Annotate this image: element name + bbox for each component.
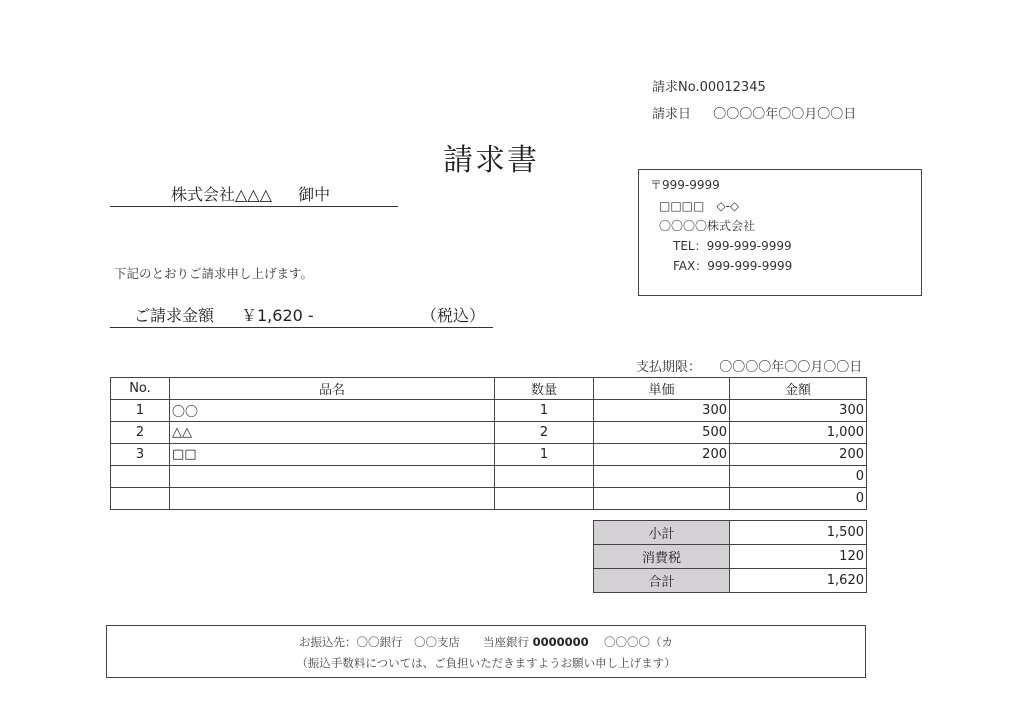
cell-unit-price: 300 bbox=[594, 400, 730, 422]
invoice-date-value: 〇〇〇〇年〇〇月〇〇日 bbox=[713, 107, 857, 122]
client-name: 株式会社△△△ bbox=[171, 185, 272, 204]
due-date bbox=[636, 356, 862, 375]
sender-company: 〇〇〇〇株式会社 bbox=[659, 219, 756, 233]
document-title: 請求書 bbox=[443, 143, 539, 178]
cell-qty: 2 bbox=[495, 422, 594, 444]
header-no: No. bbox=[111, 378, 170, 400]
cell-qty bbox=[495, 488, 594, 510]
tax-value: 120 bbox=[730, 545, 867, 569]
sender-fax: FAX：999-999-9999 bbox=[673, 259, 793, 273]
cell-no: 2 bbox=[111, 422, 170, 444]
sender-tel: TEL：999-999-9999 bbox=[673, 239, 792, 253]
header-qty: 数量 bbox=[495, 378, 594, 400]
client-underline bbox=[110, 206, 398, 207]
bank-account-holder: 〇〇〇〇（カ bbox=[603, 635, 673, 649]
table-row bbox=[111, 466, 867, 488]
cell-no: 1 bbox=[111, 400, 170, 422]
sender-box bbox=[638, 169, 922, 296]
header-unit-price: 単価 bbox=[594, 378, 730, 400]
cell-qty bbox=[495, 466, 594, 488]
header-amount: 金額 bbox=[730, 378, 867, 400]
table-row bbox=[111, 444, 867, 466]
cell-qty: 1 bbox=[495, 444, 594, 466]
cell-unit-price: 200 bbox=[594, 444, 730, 466]
cell-no bbox=[111, 466, 170, 488]
invoice-date bbox=[652, 103, 856, 122]
cell-no bbox=[111, 488, 170, 510]
total-value: 1,620 bbox=[730, 569, 867, 593]
cell-qty: 1 bbox=[495, 400, 594, 422]
cell-item: △△ bbox=[170, 422, 495, 444]
cell-unit-price bbox=[594, 466, 730, 488]
cell-amount: 300 bbox=[730, 400, 867, 422]
due-label: 支払期限： bbox=[636, 360, 702, 375]
amount-label: ご請求金額 bbox=[134, 306, 215, 325]
cell-unit-price bbox=[594, 488, 730, 510]
intro-text: 下記のとおりご請求申し上げます。 bbox=[114, 266, 314, 281]
due-value: 〇〇〇〇年〇〇月〇〇日 bbox=[719, 360, 863, 375]
cell-unit-price: 500 bbox=[594, 422, 730, 444]
invoice-number: 請求No.00012345 bbox=[652, 80, 766, 95]
bank-prefix: お振込先：〇〇銀行 〇〇支店 当座銀行 bbox=[299, 635, 529, 649]
tax-label: 消費税 bbox=[594, 545, 730, 569]
amount-tax-note: （税込） bbox=[421, 306, 486, 325]
table-row bbox=[111, 400, 867, 422]
sender-address: □□□□ ◇-◇ bbox=[659, 199, 740, 213]
totals-table bbox=[593, 520, 867, 593]
total-row bbox=[594, 569, 867, 593]
table-header-row bbox=[111, 378, 867, 400]
cell-item: 〇〇 bbox=[170, 400, 495, 422]
cell-item: □□ bbox=[170, 444, 495, 466]
client-name-block bbox=[171, 182, 330, 205]
invoice-date-label: 請求日 bbox=[652, 107, 692, 122]
table-row bbox=[111, 422, 867, 444]
bank-info-box bbox=[106, 625, 866, 678]
sender-postal: 〒999-9999 bbox=[650, 178, 720, 192]
subtotal-value: 1,500 bbox=[730, 521, 867, 545]
total-label: 合計 bbox=[594, 569, 730, 593]
bank-fee-note: （振込手数料については、ご負担いただきますようお願い申し上げます） bbox=[296, 656, 676, 670]
cell-amount: 0 bbox=[730, 466, 867, 488]
cell-no: 3 bbox=[111, 444, 170, 466]
items-table bbox=[110, 377, 867, 510]
cell-amount: 1,000 bbox=[730, 422, 867, 444]
client-suffix: 御中 bbox=[298, 185, 331, 204]
amount-underline bbox=[110, 327, 493, 328]
table-row bbox=[111, 488, 867, 510]
cell-item bbox=[170, 466, 495, 488]
subtotal-row bbox=[594, 521, 867, 545]
tax-row bbox=[594, 545, 867, 569]
header-item: 品名 bbox=[170, 378, 495, 400]
cell-amount: 0 bbox=[730, 488, 867, 510]
cell-item bbox=[170, 488, 495, 510]
bank-info-line bbox=[107, 634, 865, 650]
subtotal-label: 小計 bbox=[594, 521, 730, 545]
amount-value: ￥1,620 - bbox=[241, 306, 314, 325]
cell-amount: 200 bbox=[730, 444, 867, 466]
bank-account-number: 0000000 bbox=[532, 635, 589, 649]
